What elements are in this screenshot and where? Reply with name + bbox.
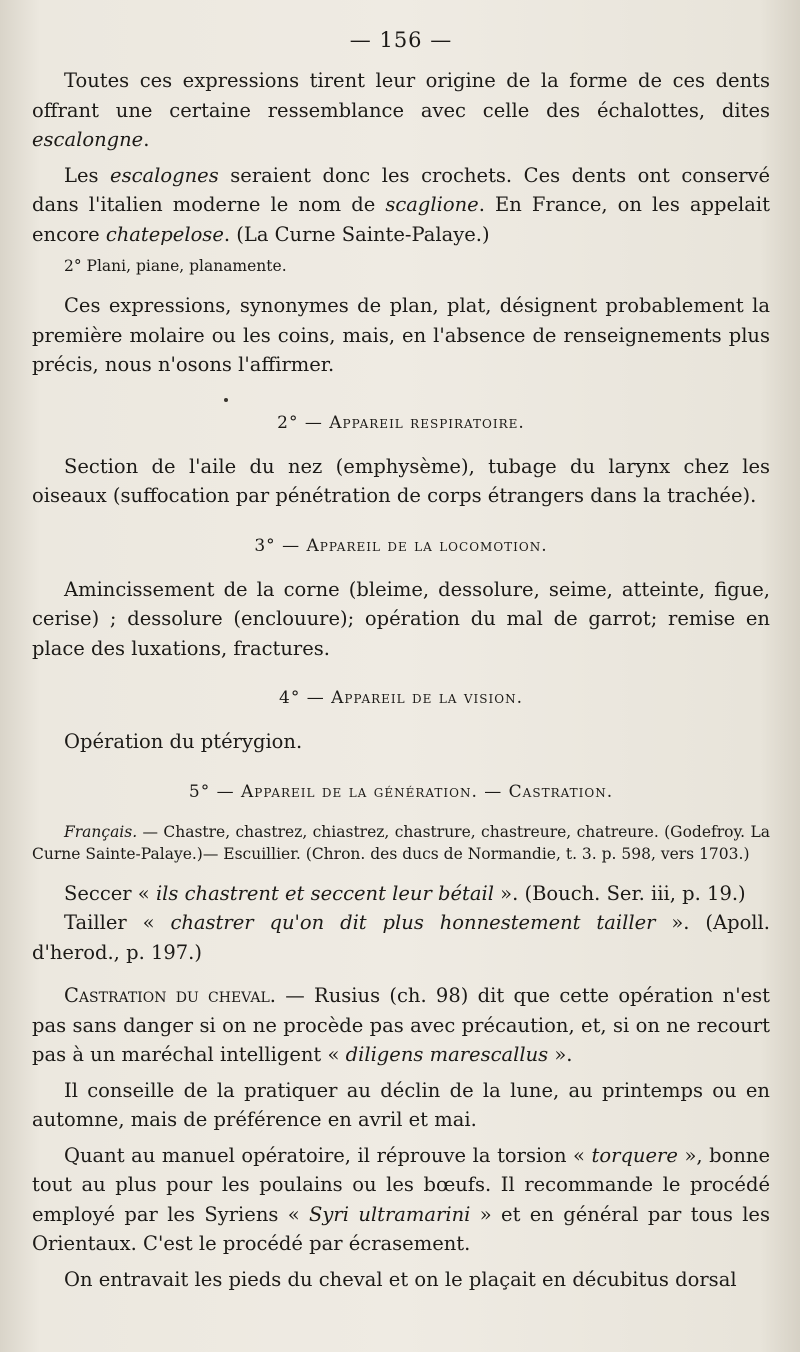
spacer bbox=[32, 871, 770, 879]
text-run: — Chastre, chastrez, chiastrez, chastrure, chastreure, chatreure. (Godefroy. La Curne Sainte-Palaye.)— Escuillier. (Chron. des ducs de Normandie, t. 3. p. 598, vers 1703.) bbox=[32, 822, 770, 863]
italic-quote: ils chastrent et seccent leur bétail bbox=[155, 881, 494, 905]
small-caps-heading: Castration du cheval. bbox=[64, 984, 276, 1007]
page-content bbox=[32, 28, 770, 1300]
heading-appareil-locomotion: 3° — Appareil de la locomotion. bbox=[254, 535, 548, 556]
paragraph-castration-cheval bbox=[32, 981, 770, 1070]
heading-appareil-vision: 4° — Appareil de la vision. bbox=[279, 688, 523, 708]
paragraph-entravait: On entravait les pieds du cheval et on le plaçait en décubitus dorsal bbox=[64, 1267, 737, 1291]
text-run: Seccer « bbox=[64, 881, 156, 905]
text-run: ». (Apoll. d'herod., p. 197.) bbox=[32, 911, 770, 964]
text-run: seraient donc les crochets. Ces dents ont conservé dans l'italien moderne le nom de bbox=[32, 163, 770, 216]
text-run: — Rusius (ch. 98) dit que cette opération n'est pas sans danger si on ne procède pas avec précaution, et, si on ne recourt pas à un maréchal intelligent « bbox=[32, 984, 770, 1066]
italic-quote: chastrer qu'on dit plus honnestement tailler bbox=[170, 911, 656, 934]
italic-quote: diligens marescallus bbox=[345, 1043, 549, 1066]
text-run: ». (Bouch. Ser. iii, p. 19.) bbox=[493, 881, 746, 905]
paragraph-vision: Opération du ptérygion. bbox=[64, 730, 303, 753]
italic-term: escalognes bbox=[110, 163, 219, 187]
text-run: Les bbox=[64, 163, 111, 187]
text-run: Quant au manuel opératoire, il réprouve la torsion « bbox=[64, 1143, 592, 1167]
text-run: » et en général par tous les Orientaux. C'est le procédé par écrasement. bbox=[32, 1202, 770, 1255]
paragraph-tailler bbox=[32, 908, 770, 967]
spacer bbox=[32, 973, 770, 981]
italic-term: torquere bbox=[591, 1143, 678, 1167]
paragraph-conseille: Il conseille de la pratiquer au déclin de la lune, au printemps ou en automne, mais de préférence en avril et mai. bbox=[32, 1078, 770, 1131]
text-run: . bbox=[143, 128, 150, 151]
paragraph-synonymes: Ces expressions, synonymes de plan, plat, désignent probablement la première molaire ou les coins, mais, en l'absence de renseignements plus précis, nous n'osons l'affirmer. bbox=[32, 294, 770, 376]
text-run: ». bbox=[548, 1043, 573, 1066]
italic-quote: Syri ultramarini bbox=[309, 1202, 471, 1226]
spacer bbox=[32, 283, 770, 291]
paragraph-respiratoire: Section de l'aile du nez (emphysème), tubage du larynx chez les oiseaux (suffocation par pénétration de corps étrangers dans la trachée). bbox=[32, 454, 770, 507]
italic-term: Français. bbox=[64, 822, 138, 841]
heading-appareil-generation: 5° — Appareil de la génération. — Castration. bbox=[188, 781, 614, 802]
paragraph-escalongne bbox=[32, 66, 770, 155]
text-run: », bonne tout au plus pour les poulains ou les bœufs. Il recommande le procédé employé par les Syriens « bbox=[32, 1143, 771, 1226]
italic-term: escalongne bbox=[32, 128, 144, 151]
paragraph-seccer bbox=[32, 879, 770, 909]
text-run: Toutes ces expressions tirent leur origine de la forme de ces dents offrant une certaine ressemblance avec celle des échalottes, dites bbox=[32, 69, 770, 122]
text-run: Tailler « bbox=[64, 911, 171, 934]
paragraph-locomotion: Amincissement de la corne (bleime, dessolure, seime, atteinte, figue, cerise) ; dessolure (enclouure); opération du mal de garrot; remise en place des luxations, fractures. bbox=[32, 577, 770, 660]
text-run: . En France, on les appelait encore bbox=[32, 193, 770, 246]
italic-term: chatepelose bbox=[105, 222, 224, 246]
paragraph-francais bbox=[32, 821, 770, 865]
page-number: — 156 — bbox=[349, 28, 453, 52]
paragraph-manuel-operatoire bbox=[32, 1141, 770, 1259]
heading-appareil-respiratoire: 2° — Appareil respiratoire. bbox=[277, 412, 525, 433]
paragraph-plani: 2° Plani, piane, planamente. bbox=[64, 257, 287, 275]
text-run: . (La Curne Sainte-Palaye.) bbox=[223, 222, 490, 246]
italic-term: scaglione bbox=[385, 193, 479, 216]
paragraph-escalognes bbox=[32, 161, 770, 250]
